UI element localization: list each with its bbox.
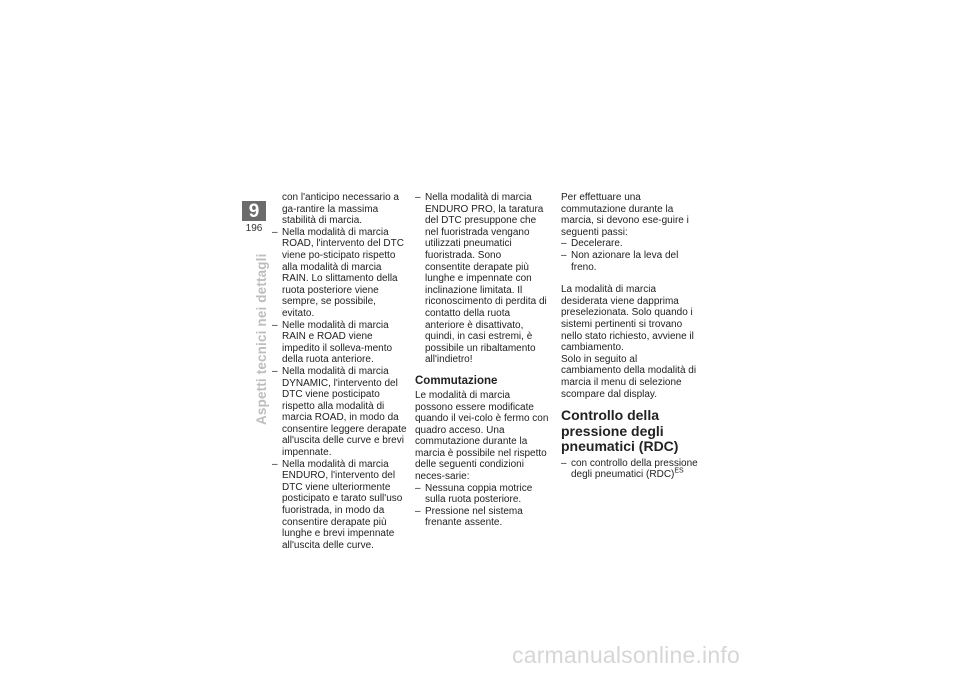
list-item: – Nella modalità di marcia ROAD, l'intervento del DTC viene po-sticipato rispetto alla modalità di marcia RAIN. Lo slittamento della ruota posteriore viene sempre, se possibile, evitato. [272, 226, 404, 319]
chapter-title-vertical: Aspetti tecnici nei dettagli [254, 253, 269, 425]
paragraph-intro: con l'anticipo necessario a ga-rantire la massima stabilità di marcia. [282, 192, 399, 227]
text-column-2 [415, 192, 549, 529]
list-item: – Nelle modalità di marcia RAIN e ROAD viene impedito il solleva-mento della ruota anteriore. [272, 319, 393, 366]
chapter-number-badge: 9 [242, 201, 266, 221]
page-number: 196 [245, 223, 263, 234]
text-column-3 [561, 192, 698, 481]
list-item: – Nella modalità di marcia DYNAMIC, l'intervento del DTC viene posticipato rispetto alla modalità di marcia ROAD, in modo da consentire leggere derapate all'uscita delle curve e brevi impennate. [272, 365, 407, 459]
watermark: carmanualsonline.info [512, 642, 740, 668]
section-heading-commutazione: Commutazione [415, 374, 498, 387]
list-item: – Non azionare la leva del freno. [561, 249, 679, 273]
paragraph: La modalità di marcia desiderata viene dapprima preselezionata. Solo quando i sistemi pertinenti si trovano nello stato richiesto, avviene il cambiamento. [561, 284, 694, 354]
list-item: – Nessuna coppia motrice sulla ruota posteriore. [415, 482, 533, 506]
list-item: – Pressione nel sistema frenante assente. [415, 505, 523, 529]
list-item: – Nella modalità di marcia ENDURO PRO, la taratura del DTC presuppone che nel fuoristrada vengano utilizzati pneumatici fuoristrada. Sono consentite derapate più lunghe e impennate con inclinazione limitata. Il riconoscimento di perdita di contatto della ruota anteriore è disattivato, quindi, in casi estremi, è possibile un ribaltamento all'indietro! [415, 192, 547, 366]
list-item: – con controllo della pressione degli pneumatici (RDC)$^{ES}$ [561, 457, 698, 481]
paragraph: Per effettuare una commutazione durante la marcia, si devono ese-guire i seguenti passi: [561, 192, 689, 238]
paragraph: Solo in seguito al cambiamento della modalità di marcia il menu di selezione scompare dal display. [561, 353, 697, 400]
paragraph: Le modalità di marcia possono essere modificate quando il vei-colo è fermo con quadro acceso. Una commutazione durante la marcia è possibile nel rispetto delle seguenti condizioni neces-sarie: [415, 389, 549, 483]
text-column-1 [272, 192, 407, 551]
equipment-code-superscript: ES [674, 467, 684, 475]
list-item: – Nella modalità di marcia ENDURO, l'intervento del DTC viene ulteriormente posticipato e tarato sull'uso fuoristrada, in modo da consentire derapate più lunghe e brevi impennate all'uscita delle curve. [272, 458, 403, 551]
section-heading-rdc: Controllo della pressione degli pneumatici (RDC) [561, 407, 679, 455]
list-item: – Decelerare. [561, 238, 623, 250]
